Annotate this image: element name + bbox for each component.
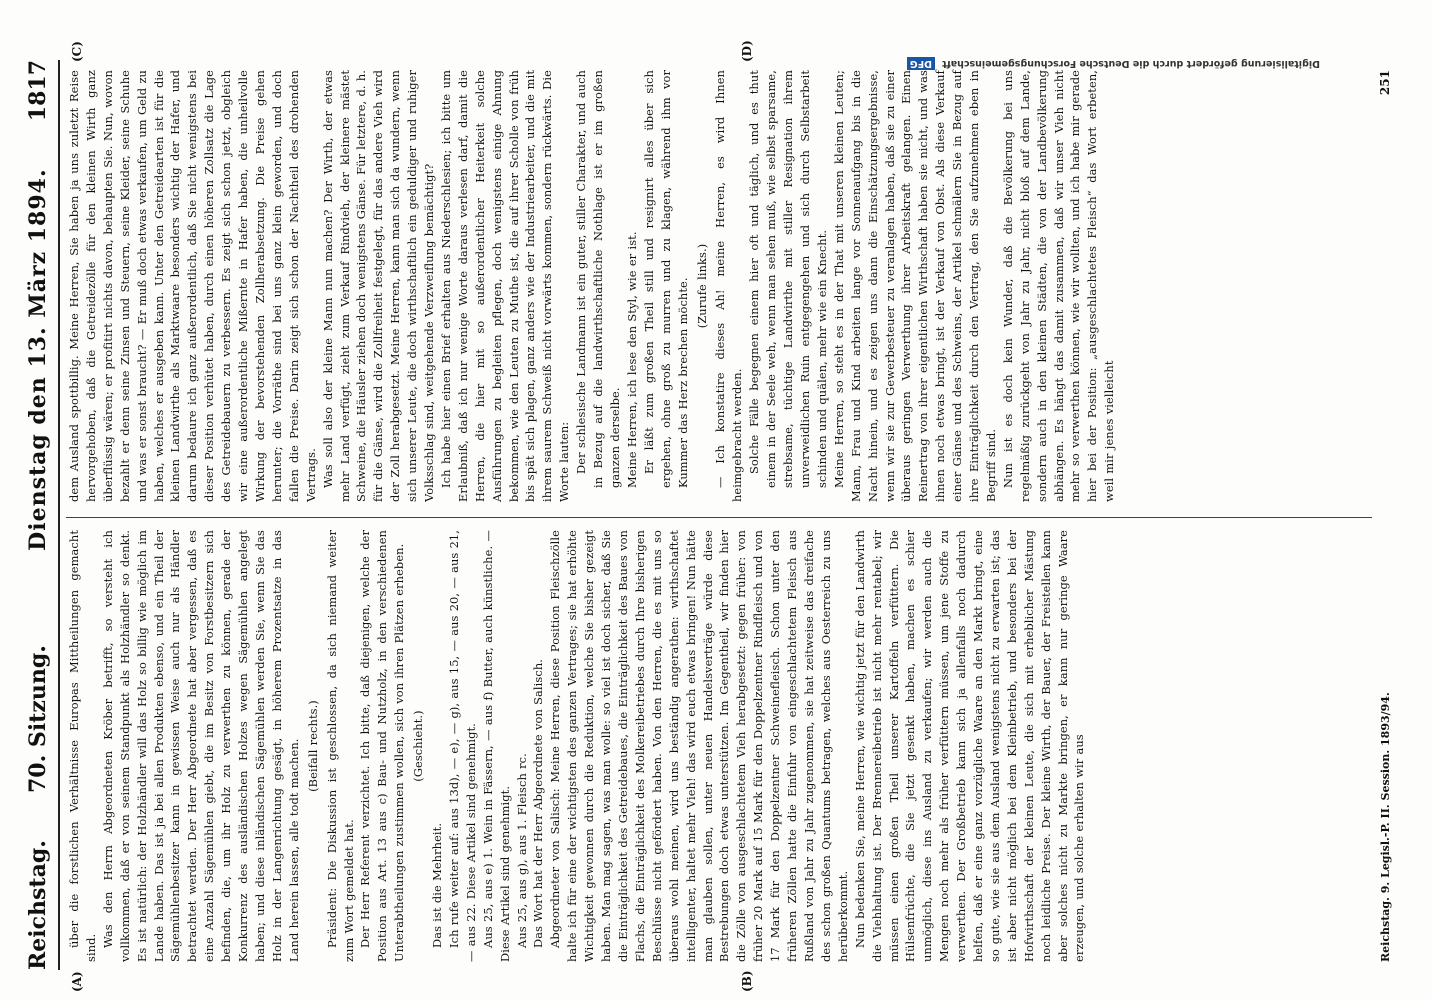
quotation: Der schlesische Landmann ist ein guter, stiller Charakter, und auch in Bezug auf die landwirthschaftliche Nothlage ist er im großen ganzen derselbe. bbox=[574, 70, 622, 488]
stage-direction: (Geschieht.) bbox=[411, 710, 426, 782]
header-session: 70. Sitzung. bbox=[25, 645, 51, 793]
paragraph: Was den Herrn Abgeordneten Kröber betrifft, so versteht ich vollkommen, daß er von seinem Standpunkt als Holzhändler so denkt. Es ist natürlich: der Holzhändler will das Holz so billig wie möglich im Lande haben. Das ist ja bei allen Produkten ebenso, und ein Theil der Sägemühlenbesitzer kann in gewissen Weise auch nur als Händler betrachtet werden. Der Herr Abgeordnete hat aber vergessen, daß es eine Anzahl Sägemühlen giebt, die im Besitz von Forstbesitzern sich befinden, die, um ihr Holz zu verwerthen zu können, gerade der Konkurrenz des ausländischen Holzes wegen Sägemühlen angelegt haben; und diese inländischen Sägemühlen werden Sie, wenn Sie das Holz in der Langenrichtung gesägt, in höherem Prozentsatze in das Land herein lassen, alle todt machen. bbox=[100, 530, 301, 962]
paragraph: Der Herr Referent verzichtet. Ich bitte, daß diejenigen, welche der Position aus Art. 13 aus c) Bau- und Nutzholz, in den verschiedenen Unterabtheilungen zustimmen wollen, sich von ihren Plätzen erheben. bbox=[358, 530, 407, 962]
paragraph: über die forstlichen Verhältnisse Europas Mittheilungen gemacht sind. bbox=[67, 530, 98, 962]
stage-direction: (Zurufe links.) bbox=[694, 243, 709, 329]
digitization-credit bbox=[120, 56, 1320, 70]
paragraph: Abgeordneter von Salisch: Meine Herren, diese Position Fleischzölle halte ich für eine der wichtigsten des ganzen Vertrages; sie hat erhöhte Wichtigkeit gewonnen durch die Reduktion, welche Sie bisher gezeigt haben. Man mag sagen, was man wolle: so viel ist doch sicher, daß Sie die Einträglichkeit des Getreidebaues, die Einträglichkeit des Baues von Flachs, die Einträglichkeit des Molkereibetriebes durch Ihre bisherigen Beschlüsse nicht gefördert haben. Von den Herren, die es mit uns so überaus wohl meinen, wird uns beständig angerathen: wirthschaftet intelligenter, haltet mehr Vieh! das wird euch etwas bringen! Nun hätte man glauben sollen, unter neuen Handelsverträge würde diese Bestrebungen doch etwas unterstützen. Im Gegentheil, wir finden hier die Zölle von ausgeschlachtetem Vieh herabgesetzt: gegen früher: von früher 20 Mark auf 15 Mark für den Doppelzentner Rindfleisch und von 17 Mark für den Doppelzentner Schweinefleisch. Schon unter den früheren Zöllen hatte die Einfuhr von eingeschlachtetem Fleisch aus Rußland von Jahr zu Jahr zugenommen, sie hat zeitweise das dreifache des schon großen Quantums betragen, welches aus Oesterreich zu uns herüberkommt. bbox=[548, 530, 850, 962]
header-page-number: 1817 bbox=[25, 60, 51, 122]
margin-mark-c: (C) bbox=[70, 41, 84, 62]
header-left: Reichstag. bbox=[25, 840, 51, 970]
column-divider bbox=[66, 517, 1372, 518]
margin-mark-b: (B) bbox=[740, 970, 754, 992]
margin-mark-a: (A) bbox=[70, 971, 84, 992]
paragraph: Ich habe hier einen Brief erhalten aus Niederschlesien; ich bitte um Erlaubniß, daß ich nur wenige Worte daraus verlesen darf, damit die Herren, die hier mit so außerordentlicher Heiterkeit solche Ausführungen zu begleiten pflegen, doch wenigstens einige Ahnung bekommen, wie den Leuten zu Muthe ist, die auf ihrer Scholle von früh bis spät sich plagen, ganz anders wie der Industriearbeiter, und die mit ihrem saurem Schweiß nicht vorwärts kommen, sondern rückwärts. Die Worte lauten: bbox=[438, 70, 572, 502]
paragraph: — Ich konstatire dieses Ah! meine Herren, es wird Ihnen heimgebracht werden. bbox=[713, 70, 745, 502]
paragraph: Aus 25, aus e) 1. Wein in Fässern, — aus f) Butter, auch künstliche. — Diese Artikel sind genehmigt. bbox=[480, 530, 512, 962]
paragraph: Nun ist es doch kein Wunder, daß die Bevölkerung bei uns regelmäßig zurückgeht von Jahr zu Jahr, nicht bloß auf dem Lande, sondern auch in den kleinen Städten, die von der Landbevölkerung abhängen. Es hängt das damit zusammen, daß wir unser Vieh nicht mehr so verwerthen können, wie wir wollten, und ich habe mir gerade hier bei der Position: „ausgeschlachtetes Fleisch“ das Wort erbeten, weil mir jenes vielleicht bbox=[1000, 70, 1117, 502]
paragraph: Das Wort hat der Herr Abgeordnete von Salisch. bbox=[531, 658, 546, 948]
quotation: Er läßt zum großen Theil still und resignirt alles über sich ergehen, ohne groß zu murren und zu klagen, während ihm vor Kummer das Herz brechen möchte. bbox=[641, 70, 690, 488]
running-header bbox=[18, 60, 60, 970]
paragraph: Das ist die Mehrheit. bbox=[430, 822, 445, 948]
paragraph: Was soll also der kleine Mann nun machen? Der Wirth, der etwas mehr Land verfügt, zieht zum Verkauf Rindvieh, der kleinere mästet Schweine, die Häusler ziehen doch wenigstens Gänse. Für letztere, d. h. für die Gänse, wird die Zollfreiheit festgelegt, für das andere Vieh wird der Zoll herabgesetzt. Meine Herren, kann man sich da wundern, wenn sich unserer Leute, die doch wirthschaftlich ein geduldiger und ruhiger Volksschlag sind, weitgehende Verzweiflung bemächtigt? bbox=[320, 70, 437, 502]
margin-mark-d: (D) bbox=[740, 40, 754, 62]
quotation: Solche Fälle begegnen einem hier oft und täglich, und es thut einem in der Seele weh, wenn man sehen muß, wie selbst sparsame, strebsame, tüchtige Landwirthe mit stiller Resignation ihrem unverweidlichen Ruin entgegengehen und sich durch Selbstarbeit schinden und quälen, mehr wie ein Knecht. bbox=[747, 70, 829, 488]
digitization-credit-text: Digitalisierung gefördert durch die Deutsche Forschungsgemeinschaft bbox=[942, 58, 1320, 69]
stage-direction: (Beifall rechts.) bbox=[305, 700, 320, 792]
paragraph: Aus 25, aus g), aus 1. Fleisch rc. bbox=[514, 753, 529, 948]
signature-mark: 251 bbox=[1378, 70, 1392, 96]
text-column-left bbox=[66, 530, 1372, 962]
paragraph: Ich rufe weiter auf: aus 13d), — e), — g), aus 15, — aus 20, — aus 21, — aus 22. Diese Artikel sind genehmigt. bbox=[446, 530, 478, 962]
footer-left: Reichstag. 9. Legisl.-P. II. Session. 1893/94. bbox=[1379, 692, 1392, 962]
header-date: Dienstag den 13. März 1894. bbox=[25, 168, 51, 551]
dfg-logo-icon: DFG bbox=[907, 57, 935, 70]
paragraph: Meine Herren, ich lese den Styl, wie er ist. bbox=[624, 231, 639, 488]
paragraph: Meine Herren, so steht es in der That mit unseren kleinen Leuten; Mann, Frau und Kind arbeiten lange vor Sonnenaufgang bis in die Nacht hinein, und es zeigen uns dann die Einschätzungsergebnisse, wenn wir sie zur Gewerbesteuer zu veranlagen haben, daß sie zu einer überaus geringen Verwerthung ihrer Arbeitskraft gelangen. Einen Reinertrag von ihrer eigentlichen Wirthschaft haben sie nicht, und was ihnen noch etwas bringt, ist der Verkauf von Obst. Als diese Verkauf einer Gänse und des Schweins, der Artikel schmälern Sie in Bezug auf ihre Einträglichkeit durch den Vertrag, den Sie aufzunehmen eben in Begriff sind. bbox=[831, 70, 998, 502]
paragraph: dem Ausland spottbillig. Meine Herren, Sie haben ja uns zuletzt Reise hervorgehoben, daß die Getreidezölle für den kleinen Wirth ganz überflüssig wären; er profitirt nichts davon, behaupten Sie. Nun, wovon bezahlt er denn seine Zinsen und Steuern, seine Kleider, seine Schuhe und was er sonst braucht? — Er muß doch etwas verkaufen, um Geld zu haben, welches er ausgeben kann. Unter den Getreidearten ist für die kleinen Landwirthe als Marktwaare besonders wichtig der Hafer, und darum bedaure ich ganz außerordentlich, daß Sie nicht wenigstens bei dieser Position verhütet haben, durch einen höheren Zollsatz die Lage des Getreidebauern zu verbessern. Es zeigt sich schon jetzt, obgleich wir eine außerordentliche Mißernte in Hafer haben, die unheilvolle Wirkung der bevorstehenden Zollherabsetzung. Die Preise gehen herunter; die Vorräthe sind bei uns ganz klein geworden, und doch fallen die Preise. Darin zeigt sich schon der Nachtheil des drohenden Vertrags. bbox=[67, 70, 318, 502]
text-column-right bbox=[66, 70, 1372, 502]
paragraph: Nun bedenken Sie, meine Herren, wie wichtig jetzt für den Landwirth die Viehhaltung ist. Der Brennereibetrieb ist nicht mehr rentabel; wir müssen einen großen Theil unserer Kartoffeln verfüttern. Die Hülsenfrüchte, die Sie jetzt gesenkt haben, machen es schier unmöglich, diese ins Ausland zu verkaufen; wir werden auch die Mengen noch mehr als früher verfüttern müssen, um jene Stoffe zu verwerthen. Der Großbetrieb kann sich ja allenfalls noch dadurch helfen, daß er eine ganz vorzügliche Waare an den Markt bringt, eine so gute, wie sie aus dem Ausland wenigstens nicht zu erwarten ist; das ist aber nicht möglich bei dem Kleinbetrieb, und besonders bei der Hofwirthschaft der kleinen Leute, die sich mit erheblicher Mästung noch leidliche Preise. Der kleine Wirth, der Bauer, der Freistellen kann aber solches nicht zu Markte bringen, er kann nur geringe Waare erzeugen, und solche erhalten wir aus bbox=[852, 530, 1087, 962]
paragraph: Präsident: Die Diskussion ist geschlossen, da sich niemand weiter zum Wort gemeldet hat. bbox=[324, 530, 356, 962]
